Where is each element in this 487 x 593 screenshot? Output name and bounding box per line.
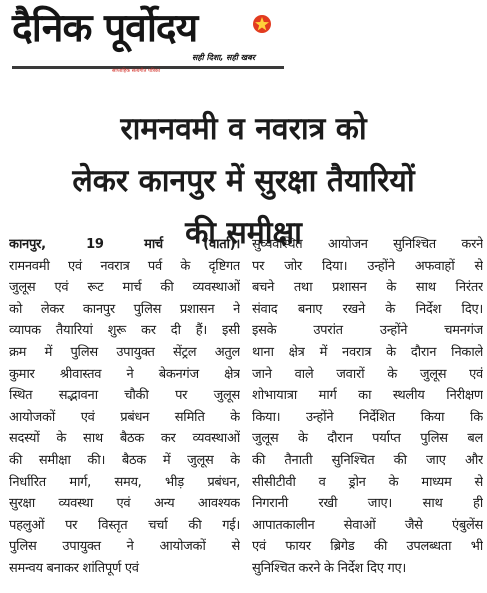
article-line: सीसीटीवी व ड्रोन के माध्यम से [252,474,483,490]
article-line: आपातकालीन सेवाओं जैसे एंबुलेंस [252,517,483,533]
article-column-right [252,234,483,580]
article-line: जाने वाले जवारों के जुलूस एवं [252,366,483,382]
article-line: एवं फायर ब्रिगेड की उपलब्धता भी [252,539,483,555]
article-line: सदस्यों के साथ बैठक कर व्यवस्थाओं [9,431,240,447]
article-line: किया। उन्होंने निर्देशित किया कि [252,409,483,425]
article-line: की तैनाती सुनिश्चित की जाए और [252,452,483,468]
article-line: निगरानी रखी जाए। साथ ही [252,496,483,512]
article-line: आयोजकों एवं प्रबंधन समिति के [9,409,240,425]
article-line: शोभायात्रा मार्ग का स्थलीय निरीक्षण [252,388,483,404]
article-line: पहलुओं पर विस्तृत चर्चा की गई। [9,517,240,533]
headline-line-2: लेकर कानपुर में सुरक्षा तैयारियों [72,162,415,199]
article-line: सुव्यवस्थित आयोजन सुनिश्चित करने [252,237,483,252]
article-line: पर जोर दिया। उन्होंने अफवाहों से [252,258,483,274]
article-line: समन्वय बनाकर शांतिपूर्ण एवं [9,560,139,576]
article-dateline: कानपुर, 19 मार्च (वार्ता)। [9,237,240,252]
article-line: कुमार श्रीवास्तव ने बेकनगंज क्षेत्र [9,366,240,382]
article-line: बचने तथा प्रशासन के साथ निरंतर [252,280,483,296]
newspaper-logo: दैनिक पूर्वोदय [12,6,198,51]
article-line: सुनिश्चित करने के निर्देश दिए गए। [252,560,407,576]
article-line: संवाद बनाए रखने के निर्देश दिए। [252,301,483,317]
masthead-tagline: सही दिशा, सही खबर [192,53,256,62]
headline-line-3: की समीक्षा [185,214,302,251]
article-body [9,234,483,580]
article-line: व्यापक तैयारियां शुरू कर दी हैं। इसी [9,323,240,339]
headline-line-1: रामनवमी व नवरात्र को [120,110,367,147]
article-line: रामनवमी एवं नवरात्र पर्व के दृष्टिगत [9,258,240,274]
article-line: पुलिस उपायुक्त ने आयोजकों से [9,539,240,555]
article-line: निर्धारित मार्ग, समय, भीड़ प्रबंधन, [9,474,240,490]
article-line: स्थित सद्भावना चौकी पर जुलूस [9,388,240,404]
article-line: जुलूस एवं रूट मार्च की व्यवस्थाओं [9,280,240,296]
masthead-strip-text: साप्ताहिक सत्यगीत पत्रिका [112,68,161,74]
article-line: जुलूस के दौरान पर्याप्त पुलिस बल [252,431,483,447]
sun-star-icon [252,14,272,34]
article-line: को लेकर कानपुर पुलिस प्रशासन ने [9,301,240,317]
article-line: इसके उपरांत उन्होंने चमनगंज [252,323,483,339]
article-line: थाना क्षेत्र में नवरात्र के दौरान निकाले [252,344,483,360]
article-line: सुरक्षा व्यवस्था एवं अन्य आवश्यक [9,496,240,512]
article-line: की समीक्षा की। बैठक में जुलूस के [9,452,240,468]
masthead [0,0,487,80]
article-line: क्रम में पुलिस उपायुक्त सेंट्रल अतुल [9,344,240,360]
article-column-left [9,234,240,580]
